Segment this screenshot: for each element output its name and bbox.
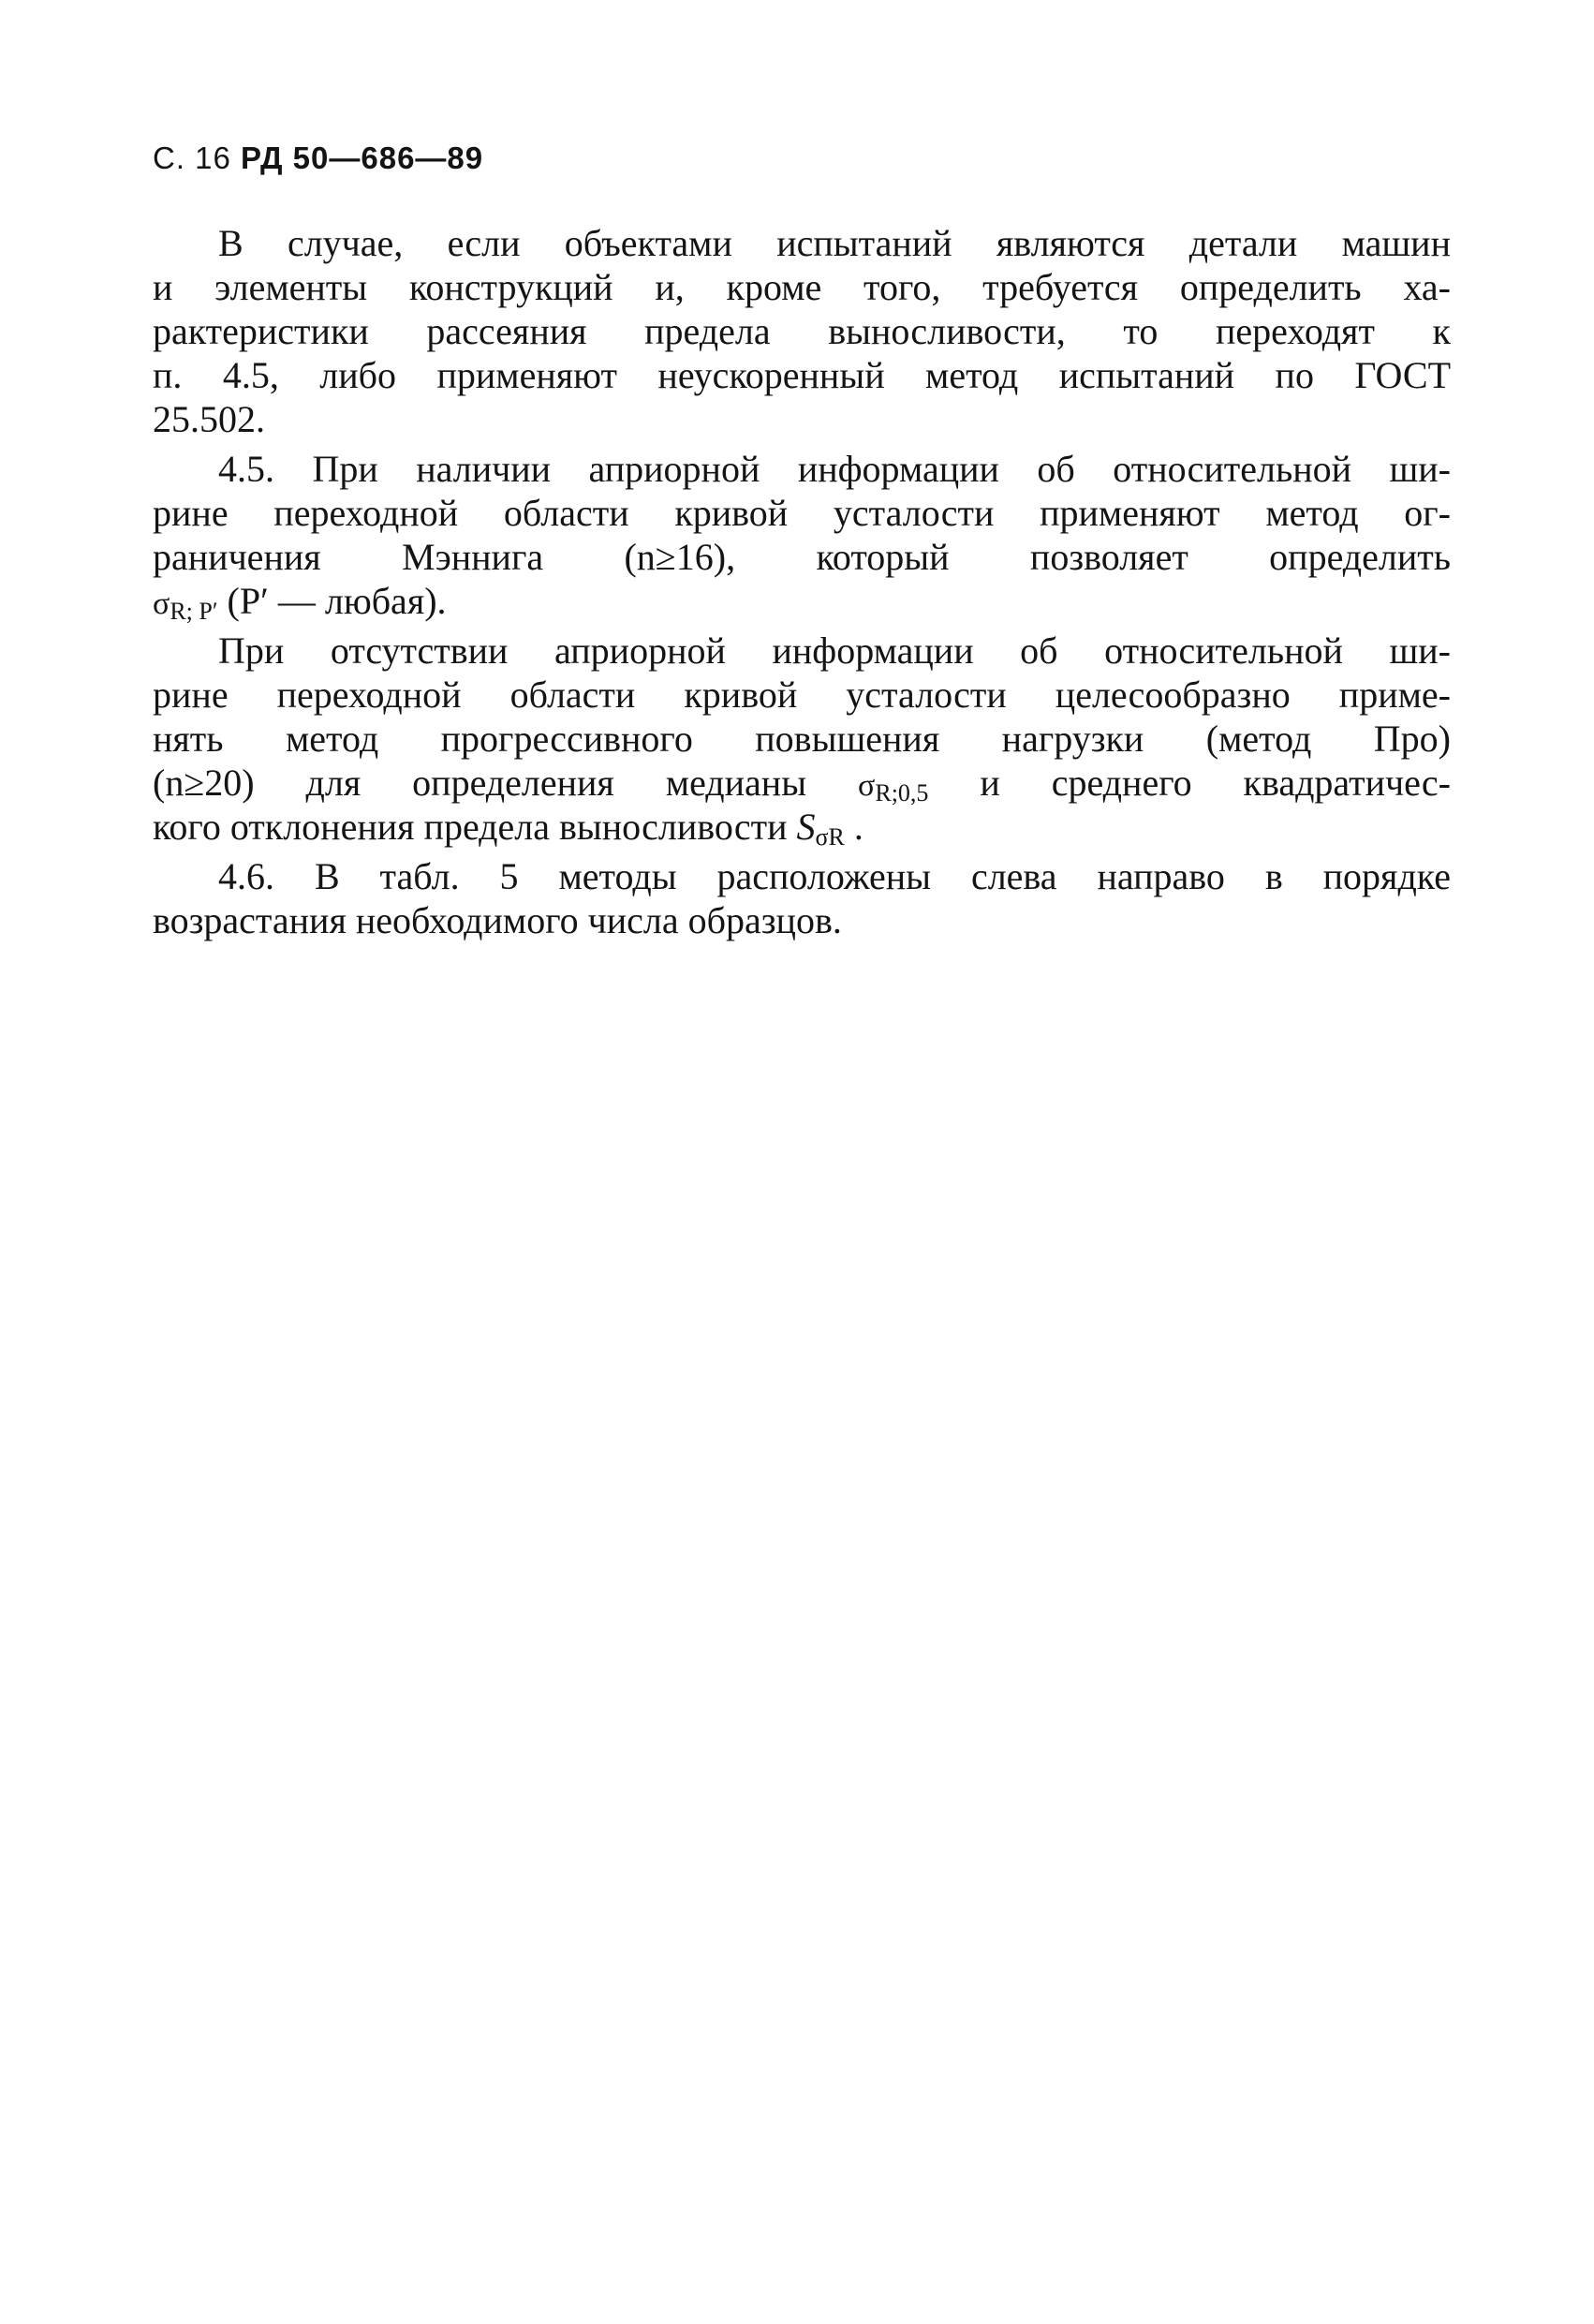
document-code: РД 50—686—89 [241,141,484,175]
text-line: раничения Мэннига (n≥16), который позволяет определить [153,536,1451,578]
s-symbol: S [796,806,816,848]
body-text [153,221,1451,942]
text-line: При отсутствии априорной информации об относительной ши- [218,629,1451,672]
formula-line [153,805,1451,849]
text-line: 4.6. В табл. 5 методы расположены слева направо в порядке [218,855,1451,897]
paragraph-4-6 [153,854,1451,942]
text-line: возрастания необходимого числа образцов. [153,899,842,941]
text-line: рине переходной области кривой усталости целесообразно приме- [153,674,1451,716]
text-line: рине переходной области кривой усталости применяют метод ог- [153,492,1451,534]
page-number: С. 16 [153,141,231,175]
formula-text: (P′ — любая). [217,580,447,622]
text-line: 25.502. [153,398,265,440]
sigma-subscript: R; P′ [170,598,218,625]
text-line: нять метод прогрессивного повышения нагрузки (метод Про) [153,718,1451,760]
formula-line [153,579,1451,623]
formula-text: (n≥20) для определения медианы [153,762,859,804]
sigma-symbol: σ [858,768,876,803]
formula-text: и среднего квадратичес- [928,762,1451,804]
paragraph-no-prior-info [153,629,1451,849]
formula-text: . [844,806,863,848]
text-line: п. 4.5, либо применяют неускоренный метод испытаний по ГОСТ [153,354,1451,396]
text-line: В случае, если объектами испытаний являются детали машин [218,222,1451,264]
sigma-subscript: R;0,5 [875,779,929,807]
sigma-symbol: σ [153,586,170,621]
s-subscript: σR [815,823,845,851]
text-line: 4.5. При наличии априорной информации об относительной ши- [218,448,1451,490]
paragraph-continuation [153,221,1451,441]
text-line: и элементы конструкций и, кроме того, требуется определить ха- [153,266,1451,308]
running-header [153,141,483,176]
formula-text: кого отклонения предела выносливости [153,806,797,848]
formula-line [153,761,1451,805]
paragraph-4-5 [153,447,1451,623]
text-line: рактеристики рассеяния предела выносливости, то переходят к [153,310,1451,352]
